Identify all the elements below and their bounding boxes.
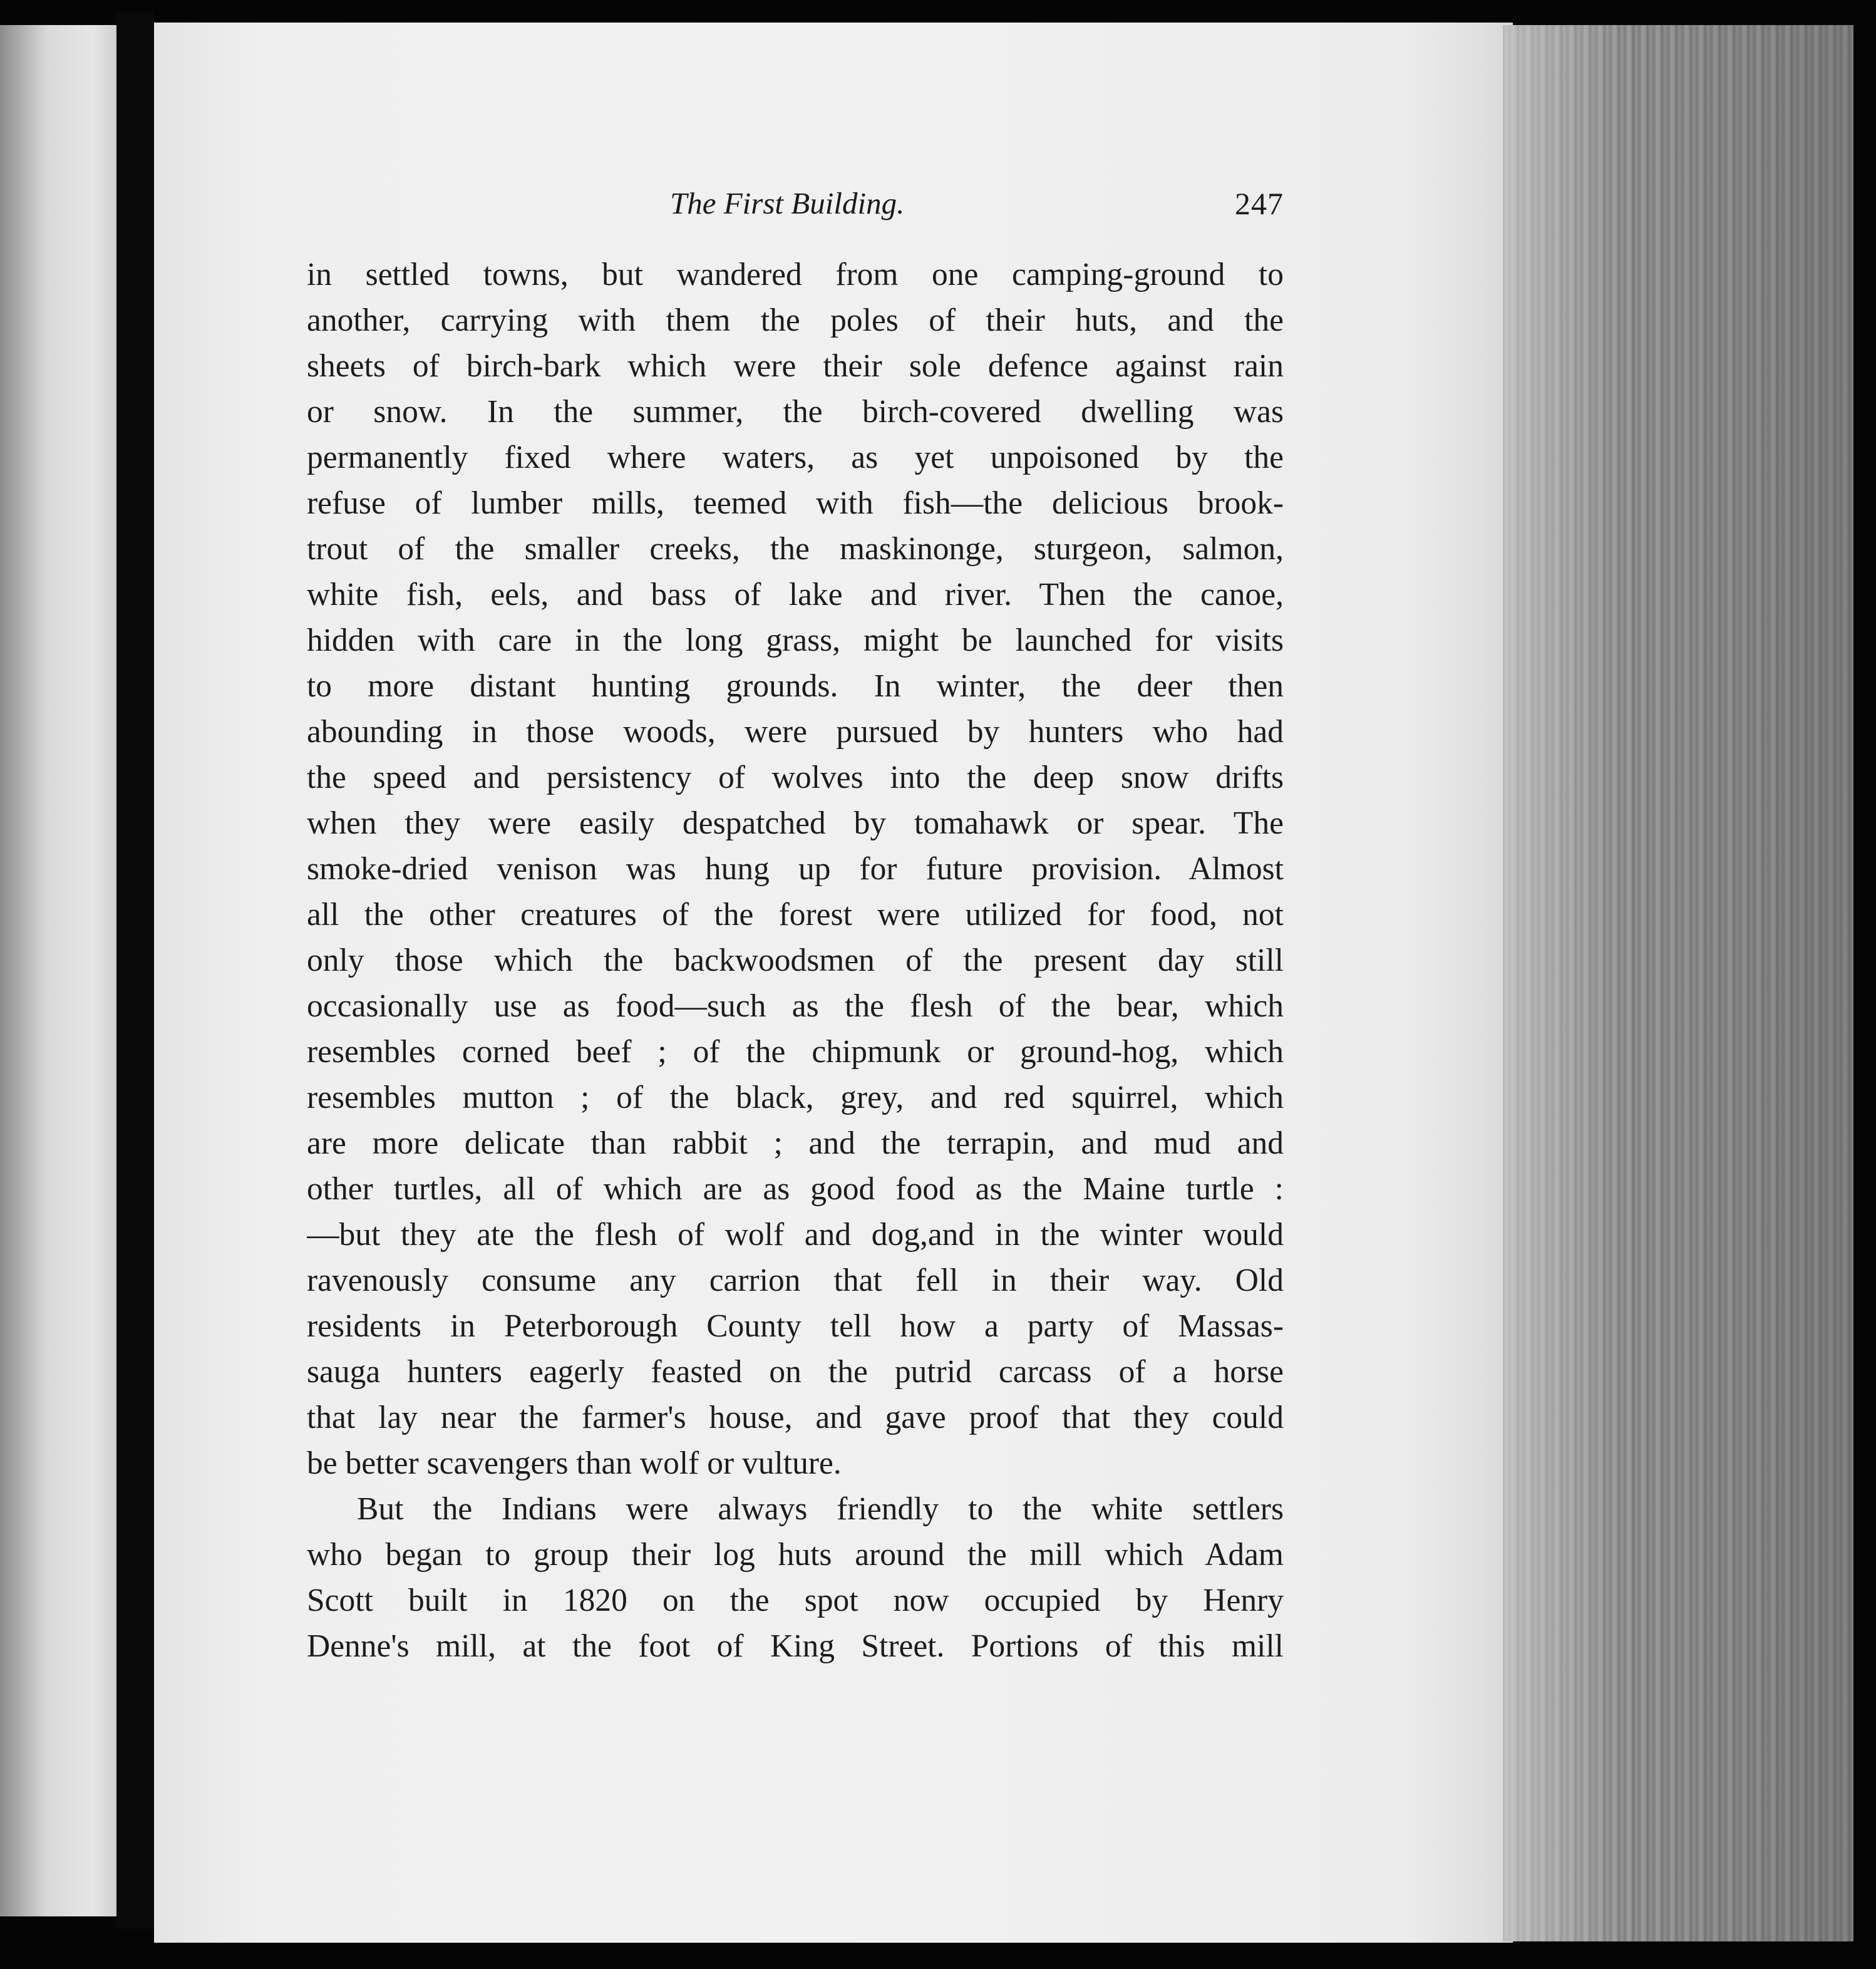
text-line: are more delicate than rabbit ; and the terrapin, and mud and bbox=[307, 1125, 1284, 1161]
text-line: sauga hunters eagerly feasted on the putrid carcass of a horse bbox=[307, 1354, 1284, 1390]
text-line: another, carrying with them the poles of their huts, and the bbox=[307, 302, 1284, 338]
text-line: be better scavengers than wolf or vulture. bbox=[307, 1445, 842, 1481]
running-title: The First Building. bbox=[670, 186, 905, 220]
text-line: all the other creatures of the forest were utilized for food, not bbox=[307, 897, 1284, 933]
text-line: in settled towns, but wandered from one camping-ground to bbox=[307, 257, 1284, 292]
text-line: abounding in those woods, were pursued by hunters who had bbox=[307, 714, 1284, 750]
text-line: But the Indians were always friendly to the white settlers bbox=[357, 1491, 1284, 1527]
text-line: refuse of lumber mills, teemed with fish—the delicious brook- bbox=[307, 485, 1284, 521]
body-text bbox=[307, 252, 1284, 1669]
text-line: other turtles, all of which are as good food as the Maine turtle : bbox=[307, 1171, 1284, 1207]
text-line: white fish, eels, and bass of lake and river. Then the canoe, bbox=[307, 577, 1284, 612]
text-line: ravenously consume any carrion that fell in their way. Old bbox=[307, 1263, 1284, 1298]
text-line: or snow. In the summer, the birch-covered dwelling was bbox=[307, 394, 1284, 430]
text-line: resembles mutton ; of the black, grey, and red squirrel, which bbox=[307, 1080, 1284, 1115]
page-edges-shade bbox=[1503, 25, 1853, 1941]
text-line: Denne's mill, at the foot of King Street. Portions of this mill bbox=[307, 1628, 1284, 1664]
text-line: only those which the backwoodsmen of the present day still bbox=[307, 943, 1284, 978]
text-line: permanently fixed where waters, as yet unpoisoned by the bbox=[307, 440, 1284, 475]
text-line: that lay near the farmer's house, and gave proof that they could bbox=[307, 1400, 1284, 1435]
page-number: 247 bbox=[1235, 186, 1284, 221]
text-line: who began to group their log huts around the mill which Adam bbox=[307, 1537, 1284, 1573]
book-gutter bbox=[116, 13, 154, 1929]
text-line: to more distant hunting grounds. In winter, the deer then bbox=[307, 668, 1284, 704]
text-line: trout of the smaller creeks, the maskinonge, sturgeon, salmon, bbox=[307, 531, 1284, 567]
left-page-edge bbox=[0, 25, 116, 1916]
text-line: smoke-dried venison was hung up for future provision. Almost bbox=[307, 851, 1284, 887]
text-line: Scott built in 1820 on the spot now occupied by Henry bbox=[307, 1583, 1284, 1618]
text-line: the speed and persistency of wolves into the deep snow drifts bbox=[307, 760, 1284, 795]
text-line: hidden with care in the long grass, might be launched for visits bbox=[307, 623, 1284, 658]
text-line: residents in Peterborough County tell how a party of Massas- bbox=[307, 1308, 1284, 1344]
text-line: —but they ate the flesh of wolf and dog,and in the winter would bbox=[307, 1217, 1284, 1253]
text-line: occasionally use as food—such as the flesh of the bear, which bbox=[307, 988, 1284, 1024]
text-line: sheets of birch-bark which were their sole defence against rain bbox=[307, 348, 1284, 384]
page-header bbox=[307, 185, 1284, 235]
text-line: when they were easily despatched by tomahawk or spear. The bbox=[307, 805, 1284, 841]
text-line: resembles corned beef ; of the chipmunk or ground-hog, which bbox=[307, 1034, 1284, 1070]
